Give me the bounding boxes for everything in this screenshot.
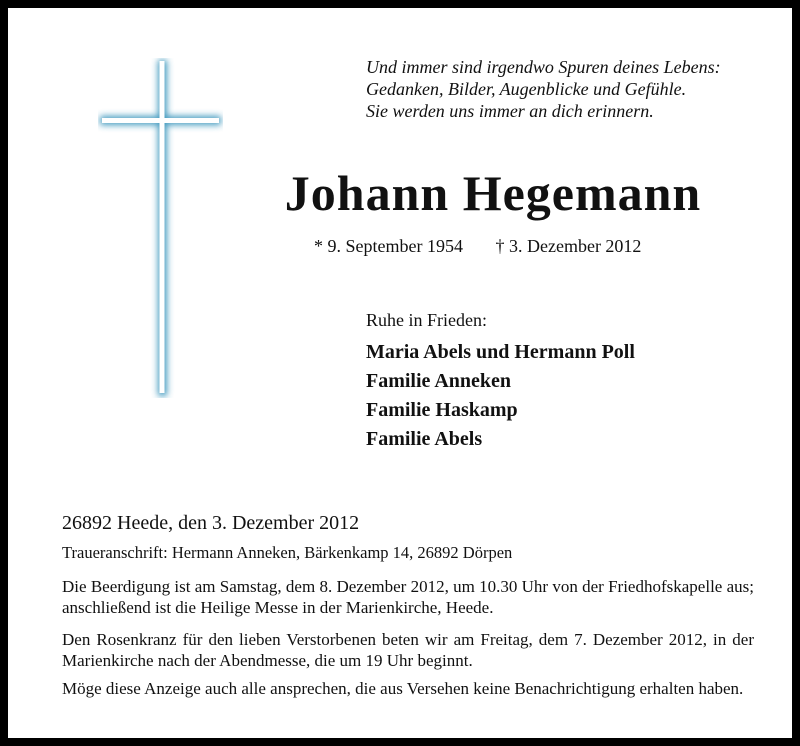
life-dates — [314, 236, 641, 257]
poem-line: Sie werden uns immer an dich erinnern. — [366, 101, 654, 121]
poem-line: Und immer sind irgendwo Spuren deines Lebens: — [366, 57, 721, 77]
funeral-info: Die Beerdigung ist am Samstag, dem 8. Dezember 2012, um 10.30 Uhr von der Friedhofskapelle aus; anschließend ist die Heilige Messe in der Marienkirche, Heede. — [62, 577, 754, 617]
family-name: Familie Abels — [366, 428, 483, 450]
rosary-info: Den Rosenkranz für den lieben Verstorbenen beten wir am Freitag, dem 7. Dezember 2012, in der Marienkirche nach der Abendmesse, die um 19 Uhr beginnt. — [62, 630, 754, 670]
family-name: Familie Anneken — [366, 370, 512, 392]
poem-line: Gedanken, Bilder, Augenblicke und Gefühle. — [366, 79, 687, 99]
mourner-families — [366, 338, 635, 454]
family-name: Familie Haskamp — [366, 399, 518, 421]
family-name: Maria Abels und Hermann Poll — [366, 341, 635, 363]
place-date: 26892 Heede, den 3. Dezember 2012 — [62, 512, 360, 534]
memorial-poem — [366, 56, 721, 122]
birth-date: * 9. September 1954 — [314, 236, 463, 256]
death-date: † 3. Dezember 2012 — [495, 236, 642, 256]
rest-in-peace-text: Ruhe in Frieden: — [366, 310, 487, 330]
mourning-address: Traueranschrift: Hermann Anneken, Bärkenkamp 14, 26892 Dörpen — [62, 543, 513, 562]
deceased-name: Johann Hegemann — [284, 165, 702, 221]
closing-note: Möge diese Anzeige auch alle ansprechen, die aus Versehen keine Benachrichtigung erhalten haben. — [62, 679, 744, 698]
cross-icon — [98, 58, 223, 398]
